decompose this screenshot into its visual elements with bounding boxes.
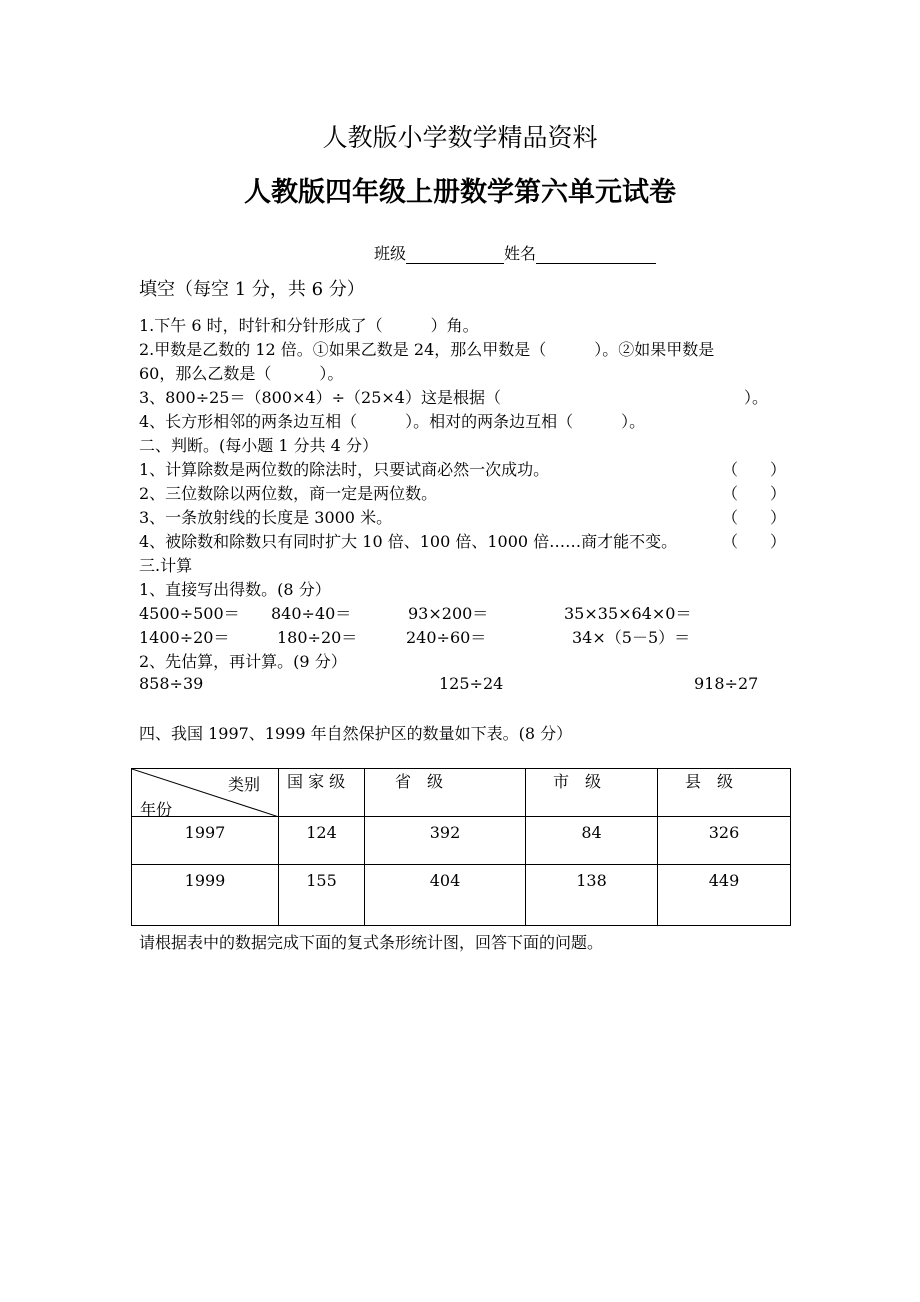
col-header: 县 级 <box>658 769 791 817</box>
table-footer-instruction: 请根据表中的数据完成下面的复式条形统计图，回答下面的问题。 <box>139 933 604 952</box>
calc-item: 840÷40＝ <box>271 604 352 623</box>
brand-heading: 人教版小学数学精品资料 <box>322 123 598 152</box>
class-blank[interactable] <box>406 247 504 264</box>
class-label: 班级 <box>374 244 407 263</box>
col-header: 省 级 <box>365 769 526 817</box>
calc-item: 4500÷500＝ <box>139 604 240 623</box>
section3-sub2: 2、先估算，再计算。(9 分） <box>139 652 347 671</box>
judge-item-3: 3、一条放射线的长度是 3000 米。 <box>139 508 393 527</box>
judge-item-4: 4、被除数和除数只有同时扩大 10 倍、100 倍、1000 倍……商才能不变。 <box>139 532 678 551</box>
judge-bracket-4[interactable]: （ ） <box>722 532 787 551</box>
value-cell: 124 <box>279 817 365 865</box>
judge-item-2: 2、三位数除以两位数，商一定是两位数。 <box>139 484 438 503</box>
value-cell: 326 <box>658 817 791 865</box>
table-header-row <box>132 769 791 817</box>
question-2-line-1: 2.甲数是乙数的 12 倍。①如果乙数是 24，那么甲数是（ ）。②如果甲数是 <box>139 340 715 359</box>
year-cell: 1997 <box>132 817 279 865</box>
value-cell: 84 <box>526 817 658 865</box>
section3-heading: 三.计算 <box>139 556 193 575</box>
judge-bracket-3[interactable]: （ ） <box>722 508 787 527</box>
question-4: 4、长方形相邻的两条边互相（ ）。相对的两条边互相（ ）。 <box>139 412 646 431</box>
section4-heading: 四、我国 1997、1999 年自然保护区的数量如下表。(8 分） <box>139 724 573 743</box>
section1-heading: 填空（每空 1 分，共 6 分） <box>139 279 365 300</box>
estimate-item: 858÷39 <box>139 674 204 693</box>
value-cell: 138 <box>526 865 658 926</box>
col-header: 国 家 级 <box>279 769 365 817</box>
calc-item: 240÷60＝ <box>406 628 487 647</box>
judge-bracket-2[interactable]: （ ） <box>722 484 787 503</box>
corner-category-label: 类别 <box>227 775 260 794</box>
judge-bracket-1[interactable]: （ ） <box>722 460 787 479</box>
judge-item-1: 1、计算除数是两位数的除法时，只要试商必然一次成功。 <box>139 460 550 479</box>
calc-item: 34×（5－5）＝ <box>572 628 691 647</box>
value-cell: 392 <box>365 817 526 865</box>
question-3-start: 3、800÷25＝（800×4）÷（25×4）这是根据（ <box>139 388 501 407</box>
student-info <box>374 241 656 264</box>
estimate-item: 918÷27 <box>694 674 759 693</box>
calc-item: 93×200＝ <box>408 604 489 623</box>
page-title: 人教版四年级上册数学第六单元试卷 <box>244 177 676 208</box>
table-row <box>132 817 791 865</box>
year-cell: 1999 <box>132 865 279 926</box>
corner-year-label: 年份 <box>140 800 173 819</box>
section3-sub1: 1、直接写出得数。(8 分） <box>139 580 331 599</box>
table-row <box>132 865 791 926</box>
name-blank[interactable] <box>536 247 656 264</box>
estimate-item: 125÷24 <box>439 674 504 693</box>
name-label: 姓名 <box>504 244 537 263</box>
calc-item: 1400÷20＝ <box>139 628 230 647</box>
value-cell: 449 <box>658 865 791 926</box>
calc-item: 180÷20＝ <box>277 628 358 647</box>
value-cell: 155 <box>279 865 365 926</box>
question-3-end: ）。 <box>744 388 769 407</box>
col-header: 市 级 <box>526 769 658 817</box>
question-1: 1.下午 6 时，时针和分针形成了（ ）角。 <box>139 316 479 335</box>
calc-item: 35×35×64×0＝ <box>564 604 692 623</box>
value-cell: 404 <box>365 865 526 926</box>
question-2-line-2: 60，那么乙数是（ ）。 <box>139 364 344 383</box>
corner-cell <box>132 769 279 817</box>
section2-heading: 二、判断。(每小题 1 分共 4 分） <box>139 436 378 455</box>
reserve-table <box>131 768 791 926</box>
